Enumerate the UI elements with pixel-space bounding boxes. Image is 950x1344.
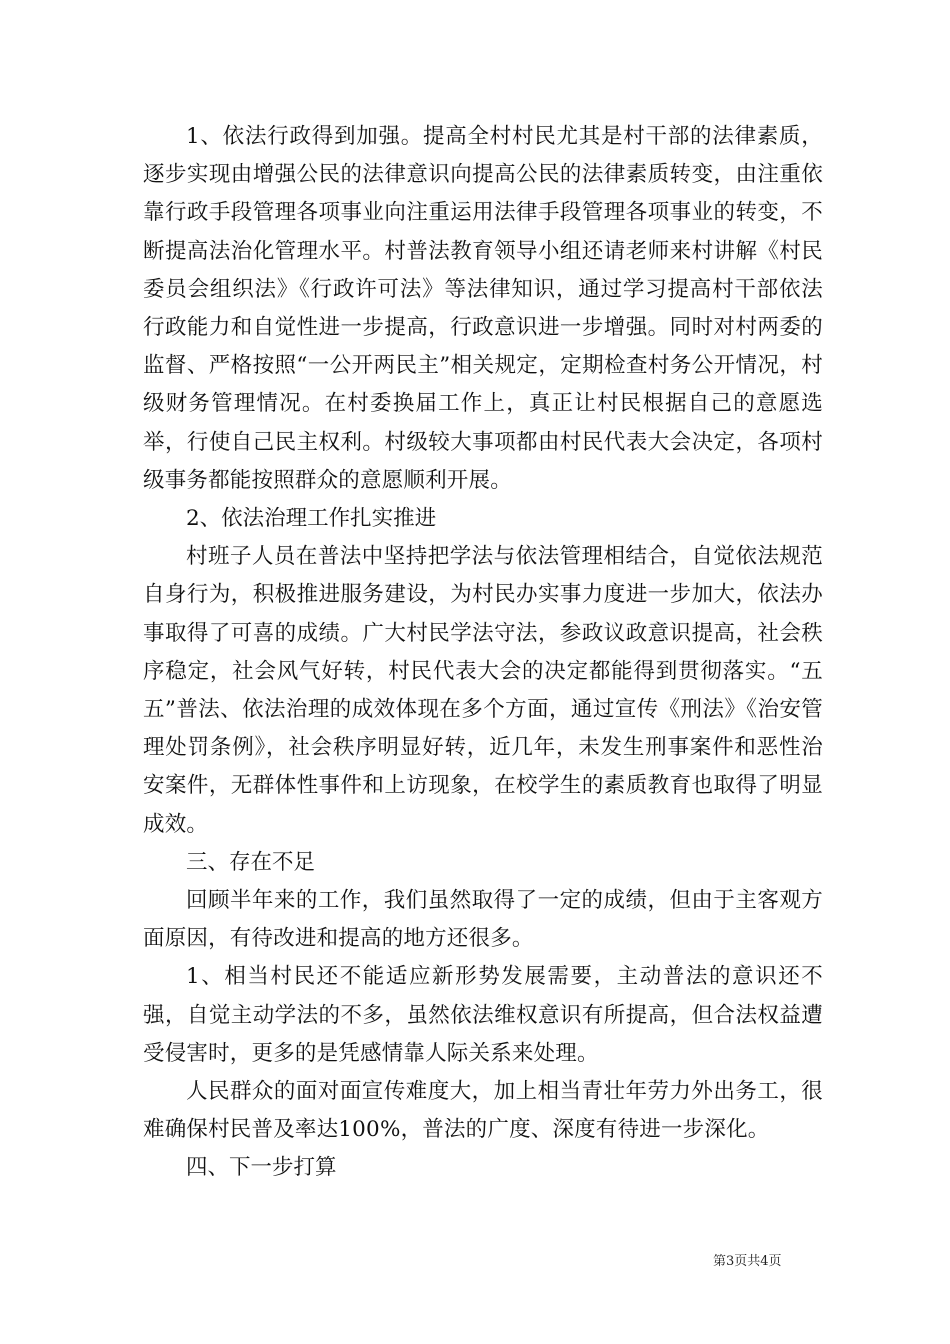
- paragraph-administration: 1、依法行政得到加强。提高全村村民尤其是村干部的法律素质，逐步实现由增强公民的法律意识向提高公民的法律素质转变，由注重依靠行政手段管理各项事业向注重运用法律手段管理各项事业的转变，不断提高法治化管理水平。村普法教育领导小组还请老师来村讲解《村民委员会组织法》《行政许可法》等法律知识，通过学习提高村干部依法行政能力和自觉性进一步提高，行政意识进一步增强。同时对村两委的监督、严格按照“一公开两民主”相关规定，定期检查村务公开情况，村级财务管理情况。在村委换届工作上，真正让村民根据自己的意愿选举，行使自己民主权利。村级较大事项都由村民代表大会决定，各项村级事务都能按照群众的意愿顺利开展。: [143, 124, 823, 493]
- paragraph-governance: 村班子人员在普法中坚持把学法与依法管理相结合，自觉依法规范自身行为，积极推进服务建设，为村民办实事力度进一步加大，依法办事取得了可喜的成绩。广大村民学法守法，参政议政意识提高，社会秩序稳定，社会风气好转，村民代表大会的决定都能得到贯彻落实。“五五”普法、依法治理的成效体现在多个方面，通过宣传《刑法》《治安管理处罚条例》，社会秩序明显好转，近几年，未发生刑事案件和恶性治安案件，无群体性事件和上访现象，在校学生的素质教育也取得了明显成效。: [143, 544, 823, 837]
- paragraph-shortcoming-1: 1、相当村民还不能适应新形势发展需要，主动普法的意识还不强，自觉主动学法的不多，虽然依法维权意识有所提高，但合法权益遭受侵害时，更多的是凭感情靠人际关系来处理。: [143, 964, 823, 1066]
- paragraph-publicity: 人民群众的面对面宣传难度大，加上相当青壮年劳力外出务工，很难确保村民普及率达100%，普法的广度、深度有待进一步深化。: [143, 1079, 823, 1143]
- heading-next-steps: 四、下一步打算: [186, 1155, 337, 1181]
- heading-governance: 2、依法治理工作扎实推进: [186, 506, 437, 532]
- heading-shortcomings: 三、存在不足: [186, 849, 316, 875]
- paragraph-review: 回顾半年来的工作，我们虽然取得了一定的成绩，但由于主客观方面原因，有待改进和提高的地方还很多。: [143, 888, 823, 952]
- page-number: 第3页共4页: [713, 1254, 782, 1269]
- document-body: [143, 118, 823, 1188]
